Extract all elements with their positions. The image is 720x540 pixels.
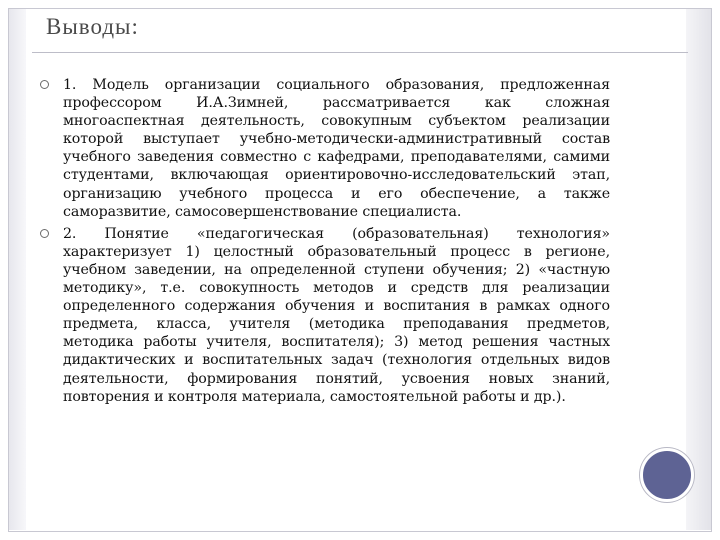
circle-bullet-icon xyxy=(40,229,49,238)
bullet-item-1 xyxy=(40,76,610,221)
circle-bullet-icon xyxy=(40,80,49,89)
bullet-text-2: 2. Понятие «педагогическая (образовательная) технология» характеризует 1) целостный образовательный процесс в регионе, учебном заведении, на определенной ступени обучения; 2) «частную методику», т.е. совокупность методов и средств для реализации определенного содержания обучения и воспитания в рамках одного предмета, класса, учителя (методика преподавания предметов, методика работы учителя, воспитателя); 3) метод решения частных дидактических и воспитательных задач (технология отдельных видов деятельности, формирования понятий, усвоения новых знаний, повторения и контроля материала, самостоятельной работы и др.). xyxy=(63,225,610,405)
bullet-item-2 xyxy=(40,225,610,406)
bullet-list xyxy=(40,76,610,410)
decorative-circle-icon xyxy=(640,448,694,502)
slide-title: Выводы: xyxy=(46,14,139,39)
title-divider xyxy=(32,52,688,53)
bullet-text-1: 1. Модель организации социального образования, предложенная профессором И.А.Зимней, рассматривается как сложная многоаспектная деятельность, совокупным субъектом реализации которой выступает учебно-методически-административный состав учебного заведения совместно с кафедрами, преподавателями, самими студентами, включающая ориентировочно-исследовательский этап, организацию учебного процесса и его обеспечение, а также саморазвитие, самосовершенствование специалиста. xyxy=(63,77,610,220)
